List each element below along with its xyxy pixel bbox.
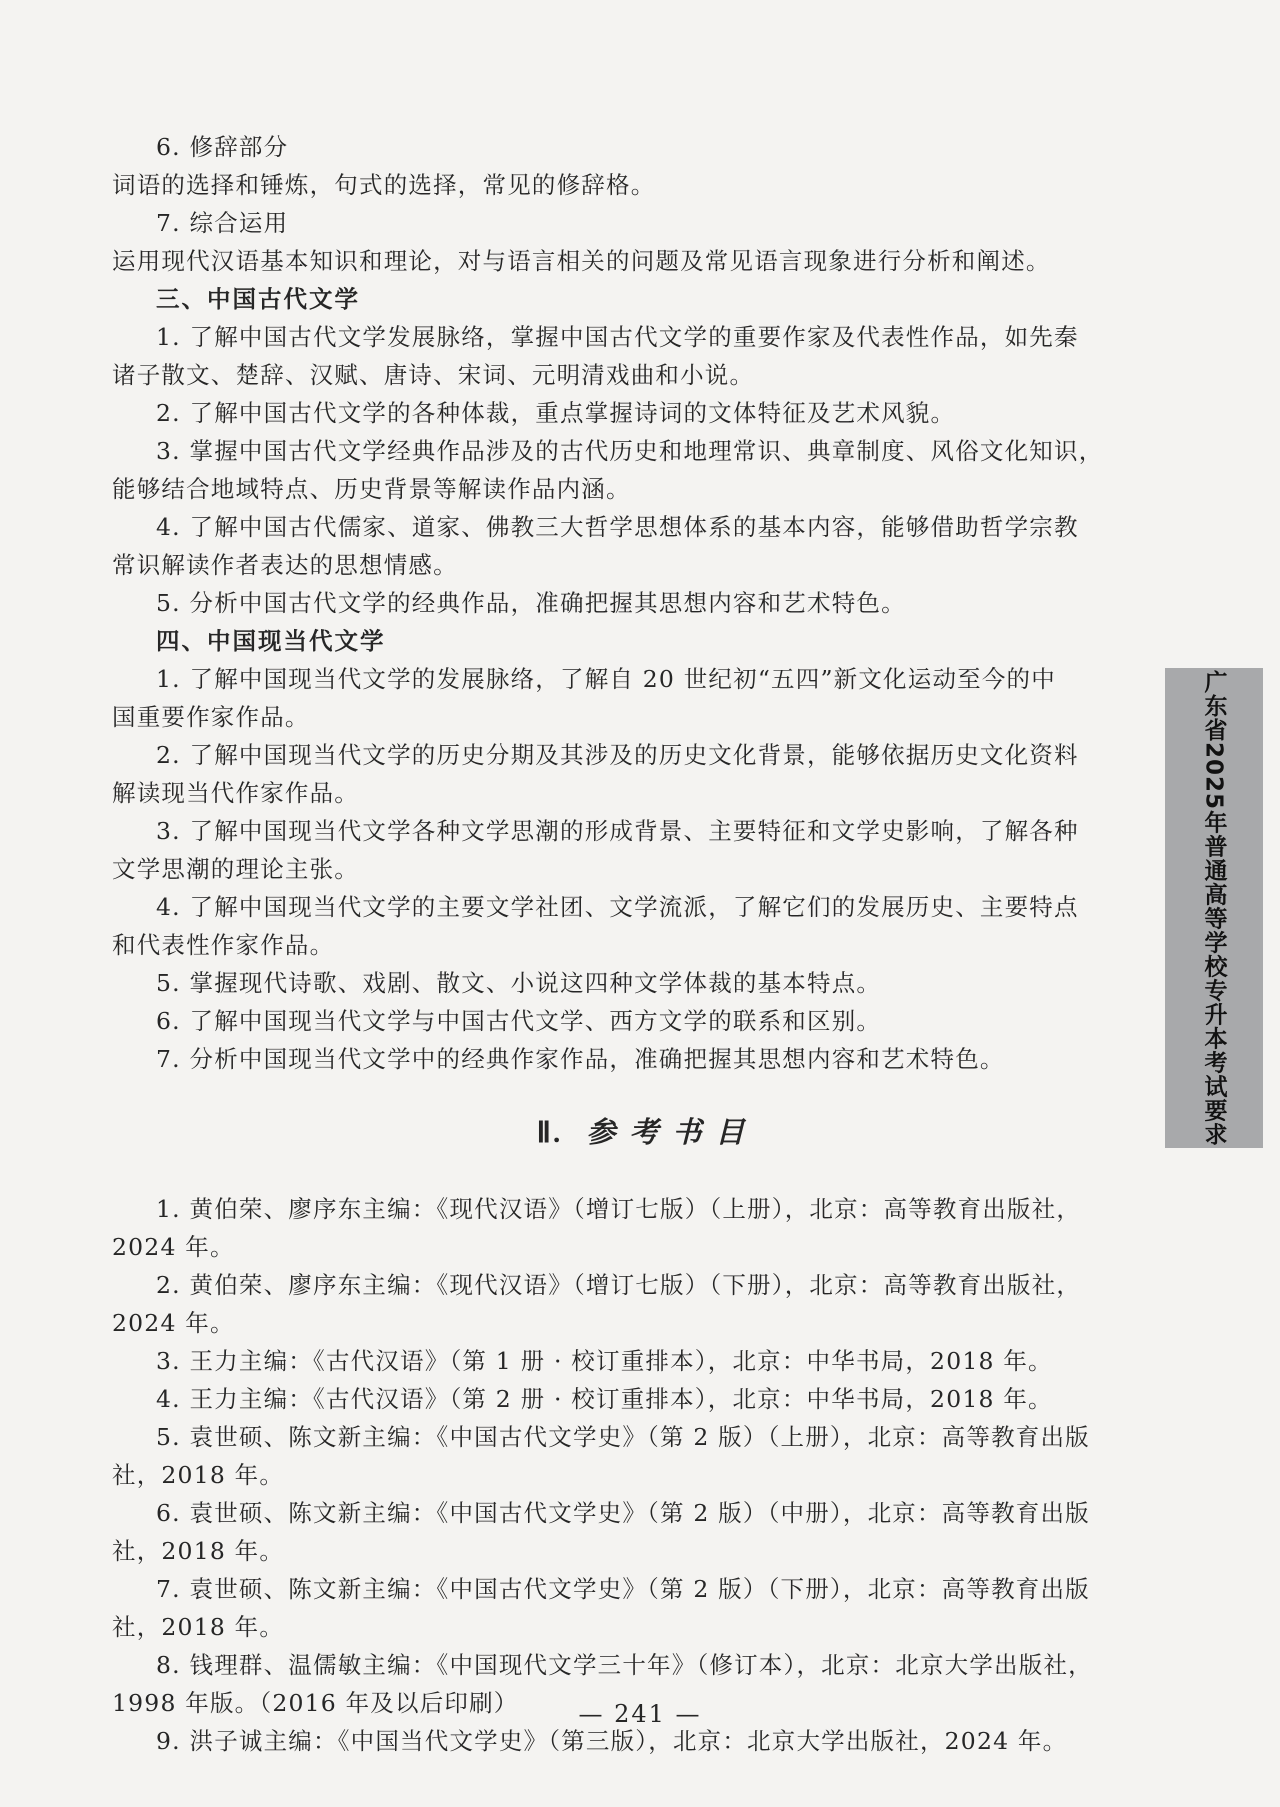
- text-line: 1. 黄伯荣、廖序东主编：《现代汉语》（增订七版）（上册），北京：高等教育出版社，: [156, 1195, 1082, 1223]
- text-line: 8. 钱理群、温儒敏主编：《中国现代文学三十年》（修订本），北京：北京大学出版社，: [156, 1651, 1093, 1679]
- text-line: 文学思潮的理论主张。: [112, 855, 359, 883]
- text-line: 词语的选择和锤炼，句式的选择，常见的修辞格。: [112, 171, 656, 199]
- text-line: 9. 洪子诚主编：《中国当代文学史》（第三版），北京：北京大学出版社，2024 年。: [156, 1727, 1068, 1755]
- text-line: 3. 掌握中国古代文学经典作品涉及的古代历史和地理常识、典章制度、风俗文化知识，: [156, 437, 1104, 465]
- side-tab-text: 广东省2025年普通高等学校专升本考试要求: [1200, 669, 1227, 1146]
- text-line: 解读现当代作家作品。: [112, 779, 359, 807]
- text-line: 常识解读作者表达的思想情感。: [112, 551, 458, 579]
- section-heading: 三、中国古代文学: [156, 285, 360, 313]
- text-line: 社，2018 年。: [112, 1537, 285, 1565]
- section-heading: 四、中国现当代文学: [156, 627, 386, 655]
- text-line: 能够结合地域特点、历史背景等解读作品内涵。: [112, 475, 631, 503]
- side-tab: [1165, 668, 1263, 1148]
- section-title-text: 参考书目: [586, 1115, 759, 1149]
- text-line: 1. 了解中国现当代文学的发展脉络，了解自 20 世纪初“五四”新文化运动至今的中: [156, 665, 1056, 693]
- text-line: 7. 分析中国现当代文学中的经典作家作品，准确把握其思想内容和艺术特色。: [156, 1045, 1005, 1073]
- text-line: 1. 了解中国古代文学发展脉络，掌握中国古代文学的重要作家及代表性作品，如先秦: [156, 323, 1079, 351]
- text-line: 7. 综合运用: [156, 209, 289, 237]
- text-line: 诸子散文、楚辞、汉赋、唐诗、宋词、元明清戏曲和小说。: [112, 361, 755, 389]
- text-line: 2. 了解中国现当代文学的历史分期及其涉及的历史文化背景，能够依据历史文化资料: [156, 741, 1079, 769]
- text-line: 6. 袁世硕、陈文新主编：《中国古代文学史》（第 2 版）（中册），北京：高等教育出版: [156, 1499, 1090, 1527]
- text-line: 社，2018 年。: [112, 1461, 285, 1489]
- section-number: Ⅱ.: [536, 1117, 563, 1149]
- text-line: 1998 年版。（2016 年及以后印刷）: [112, 1689, 519, 1717]
- text-line: 运用现代汉语基本知识和理论，对与语言相关的问题及常见语言现象进行分析和阐述。: [112, 247, 1051, 275]
- text-line: 2024 年。: [112, 1233, 235, 1261]
- text-line: 5. 分析中国古代文学的经典作品，准确把握其思想内容和艺术特色。: [156, 589, 906, 617]
- text-line: 社，2018 年。: [112, 1613, 285, 1641]
- text-line: 4. 了解中国现当代文学的主要文学社团、文学流派，了解它们的发展历史、主要特点: [156, 893, 1079, 921]
- section-title: [110, 1098, 1145, 1166]
- page-content: [110, 128, 1145, 1760]
- text-line: 5. 掌握现代诗歌、戏剧、散文、小说这四种文学体裁的基本特点。: [156, 969, 882, 997]
- text-line: 6. 了解中国现当代文学与中国古代文学、西方文学的联系和区别。: [156, 1007, 882, 1035]
- text-line: 6. 修辞部分: [156, 133, 289, 161]
- text-line: 4. 王力主编：《古代汉语》（第 2 册 · 校订重排本），北京：中华书局，2018 年。: [156, 1385, 1053, 1413]
- text-line: 2. 了解中国古代文学的各种体裁，重点掌握诗词的文体特征及艺术风貌。: [156, 399, 956, 427]
- reference-list: [110, 1190, 1145, 1760]
- text-line: 7. 袁世硕、陈文新主编：《中国古代文学史》（第 2 版）（下册），北京：高等教育出版: [156, 1575, 1090, 1603]
- text-line: 3. 了解中国现当代文学各种文学思潮的形成背景、主要特征和文学史影响，了解各种: [156, 817, 1079, 845]
- text-line: 和代表性作家作品。: [112, 931, 335, 959]
- body-text: [110, 128, 1145, 1078]
- text-line: 5. 袁世硕、陈文新主编：《中国古代文学史》（第 2 版）（上册），北京：高等教育出版: [156, 1423, 1090, 1451]
- text-line: 4. 了解中国古代儒家、道家、佛教三大哲学思想体系的基本内容，能够借助哲学宗教: [156, 513, 1079, 541]
- page-number: — 241 —: [578, 1700, 702, 1728]
- text-line: 2. 黄伯荣、廖序东主编：《现代汉语》（增订七版）（下册），北京：高等教育出版社，: [156, 1271, 1082, 1299]
- text-line: 国重要作家作品。: [112, 703, 310, 731]
- text-line: 2024 年。: [112, 1309, 235, 1337]
- text-line: 3. 王力主编：《古代汉语》（第 1 册 · 校订重排本），北京：中华书局，2018 年。: [156, 1347, 1053, 1375]
